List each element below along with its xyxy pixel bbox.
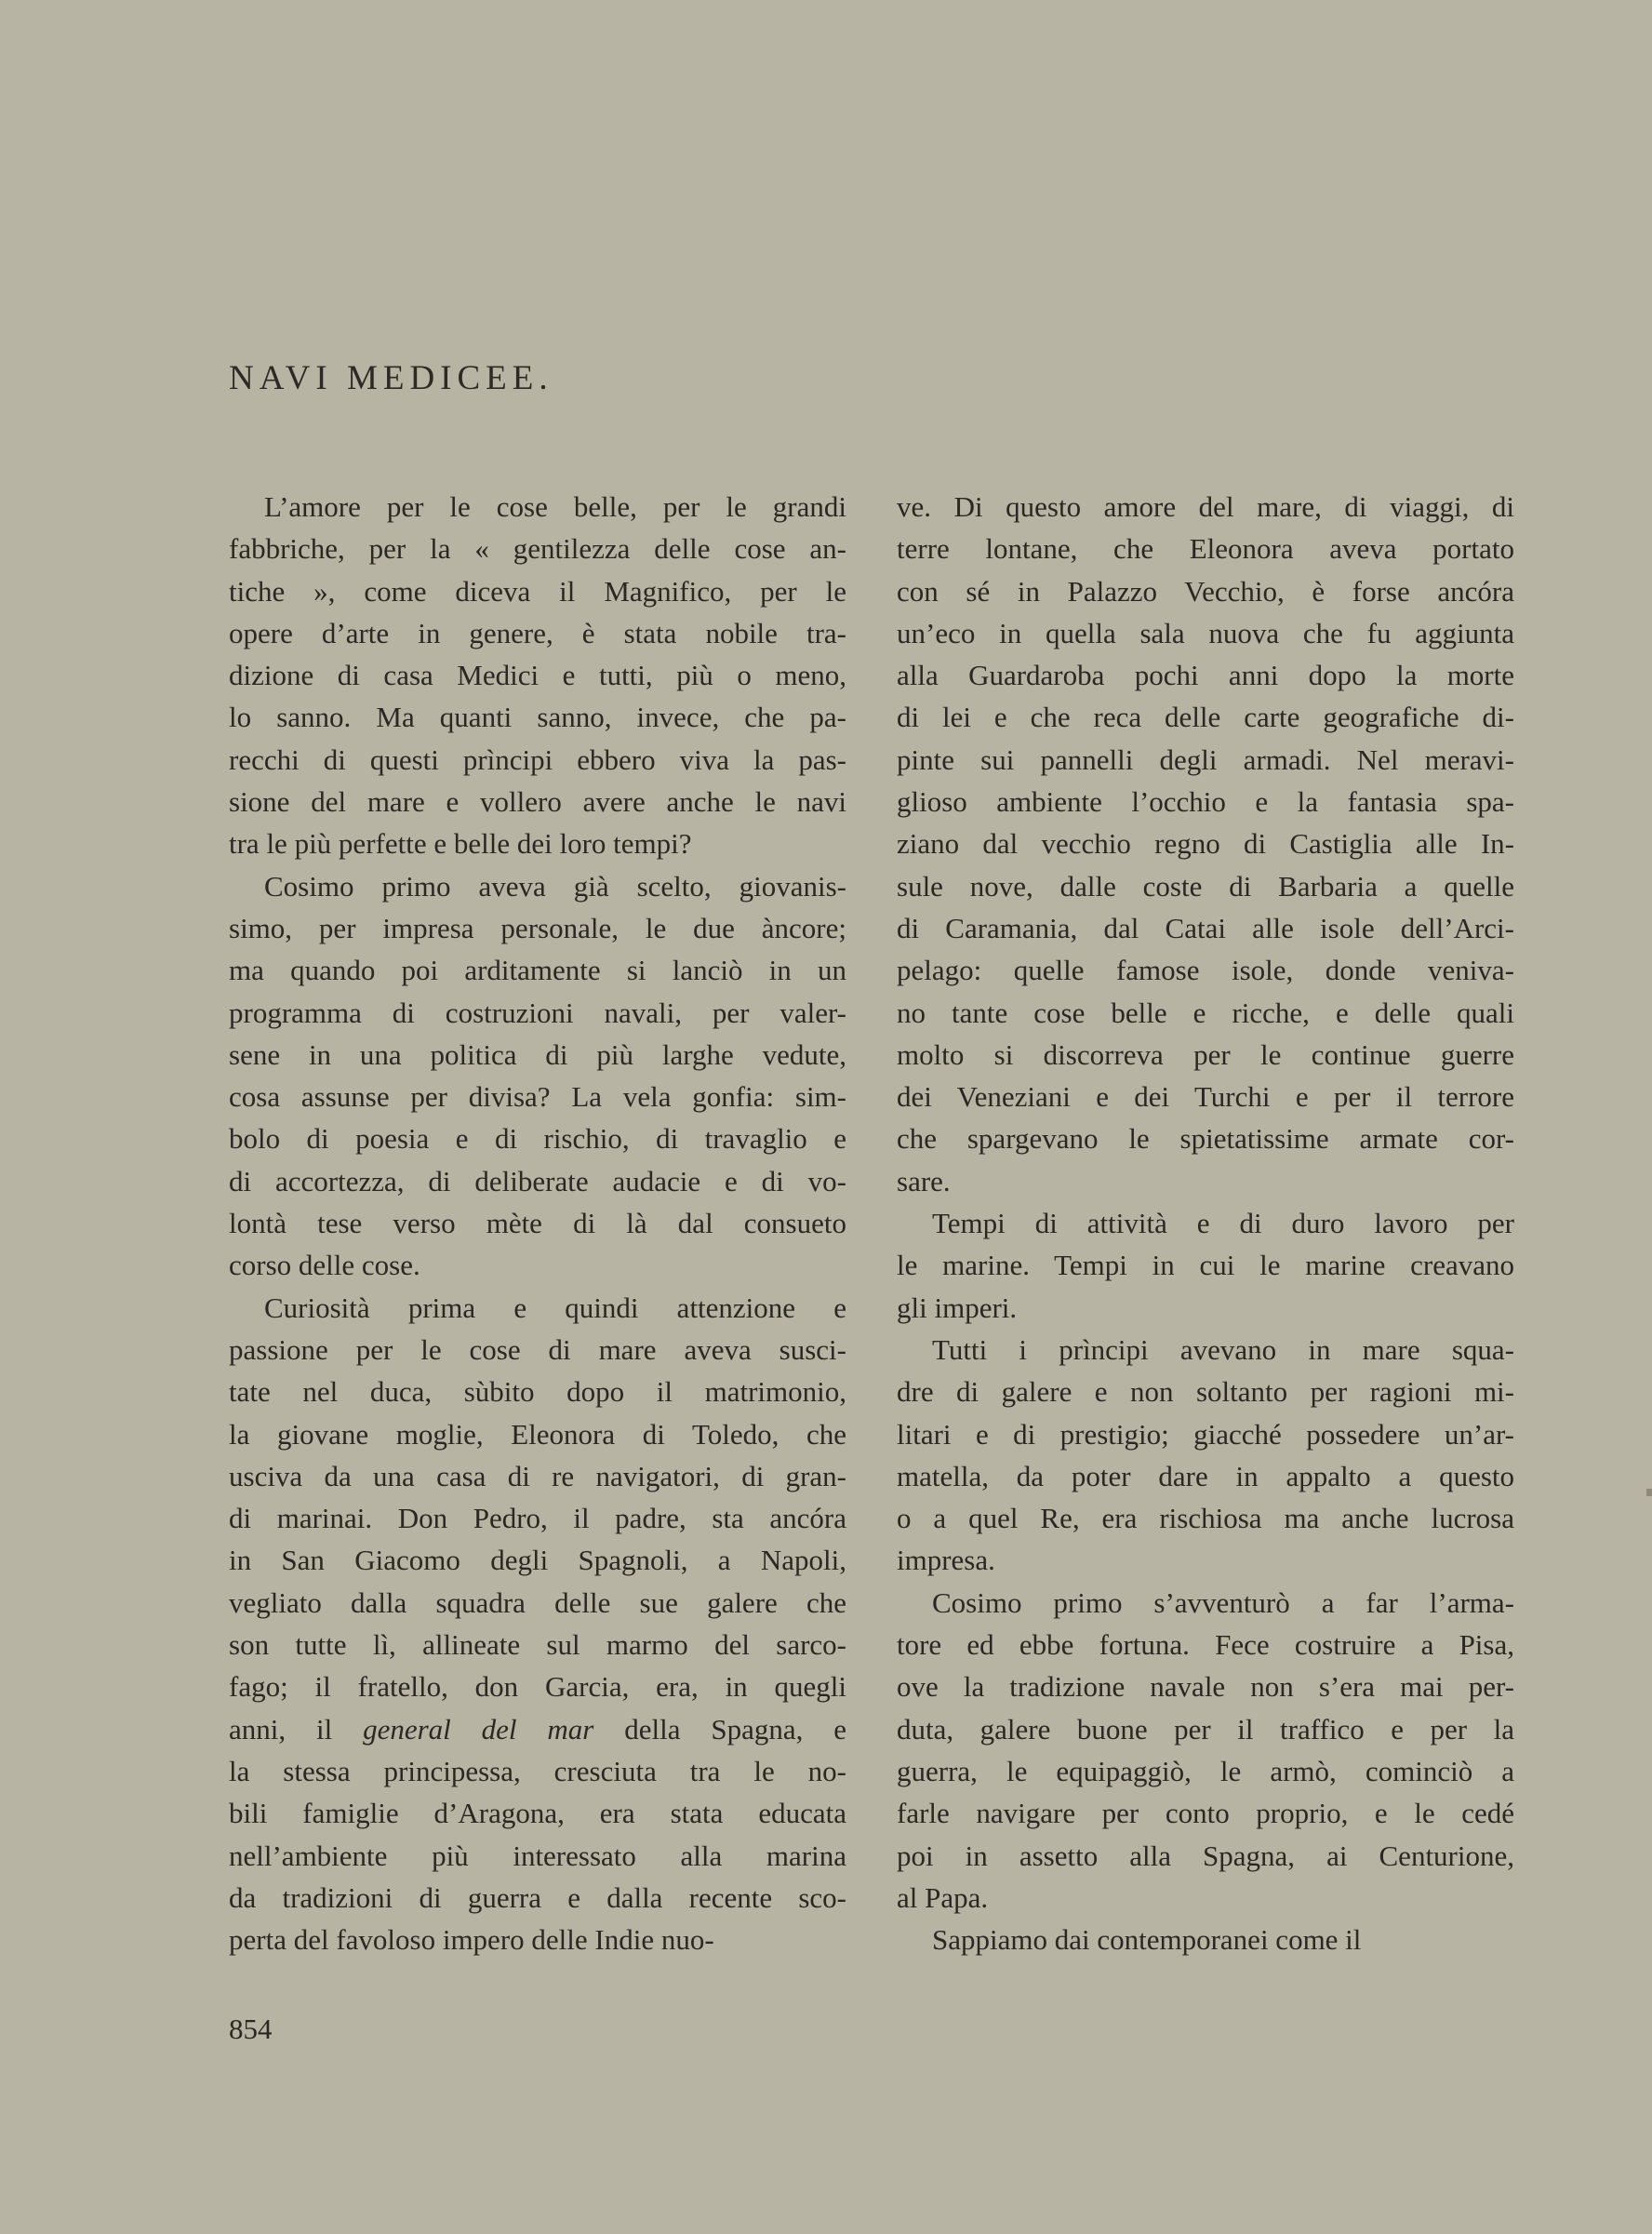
- text-line: terre lontane, che Eleonora aveva portato: [897, 532, 1514, 566]
- text-line: matella, da poter dare in appalto a questo: [897, 1459, 1514, 1492]
- text-line: simo, per impresa personale, le due àncore;: [229, 911, 846, 944]
- page-title: NAVI MEDICEE.: [229, 359, 553, 397]
- text-line: ove la tradizione navale non s’era mai per-: [897, 1670, 1514, 1704]
- text-line: impresa.: [897, 1544, 995, 1577]
- text-line: pinte sui pannelli degli armadi. Nel meravi-: [897, 742, 1514, 776]
- text-line: tiche », come diceva il Magnifico, per le: [229, 574, 846, 608]
- left-column: [229, 486, 846, 1960]
- text-line: Cosimo primo aveva già scelto, giovanis-: [264, 869, 846, 903]
- text-line: di Caramania, dal Catai alle isole dell’Arci-: [897, 911, 1514, 944]
- text-line: con sé in Palazzo Vecchio, è forse ancóra: [897, 574, 1514, 608]
- text-line: un’eco in quella sala nuova che fu aggiunta: [897, 616, 1514, 649]
- text-line: in San Giacomo degli Spagnoli, a Napoli,: [229, 1544, 846, 1577]
- text-line: tate nel duca, sùbito dopo il matrimonio,: [229, 1375, 846, 1409]
- text-line: Sappiamo dai contemporanei come il: [932, 1923, 1362, 1957]
- text-line: Cosimo primo s’avventurò a far l’arma-: [932, 1585, 1514, 1619]
- text-line: di marinai. Don Pedro, il padre, sta ancóra: [229, 1502, 846, 1535]
- text-line: le marine. Tempi in cui le marine creavano: [897, 1249, 1514, 1282]
- edge-mark: [1646, 1489, 1652, 1496]
- text-line: di lei e che reca delle carte geografiche di-: [897, 701, 1514, 734]
- text-line: lo sanno. Ma quanti sanno, invece, che pa-: [229, 701, 846, 734]
- text-line: al Papa.: [897, 1880, 989, 1914]
- text-line: sene in una politica di più larghe vedute,: [229, 1037, 846, 1071]
- text-line: recchi di questi prìncipi ebbero viva la pas-: [229, 742, 846, 776]
- page-number: 854: [229, 2013, 273, 2045]
- text-line: poi in assetto alla Spagna, ai Centurione,: [897, 1839, 1514, 1872]
- text-line: passione per le cose di mare aveva susci-: [229, 1332, 846, 1366]
- text-line: sule nove, dalle coste di Barbaria a quelle: [897, 869, 1514, 903]
- text-line: vegliato dalla squadra delle sue galere che: [229, 1585, 846, 1619]
- text-line: pelago: quelle famose isole, donde veniva-: [897, 954, 1514, 987]
- text-line: o a quel Re, era rischiosa ma anche lucrosa: [897, 1502, 1514, 1535]
- text-line: litari e di prestigio; giacché possedere un’ar-: [897, 1417, 1514, 1451]
- text-line: Curiosità prima e quindi attenzione e: [264, 1291, 846, 1324]
- text-line: programma di costruzioni navali, per valer-: [229, 996, 846, 1029]
- text-line: corso delle cose.: [229, 1249, 420, 1282]
- text-line: son tutte lì, allineate sul marmo del sarco-: [229, 1628, 846, 1662]
- text-line: dizione di casa Medici e tutti, più o meno,: [229, 659, 846, 692]
- text-line: bili famiglie d’Aragona, era stata educata: [229, 1797, 846, 1830]
- text-line: tra le più perfette e belle dei loro tempi?: [229, 827, 692, 861]
- text-line: perta del favoloso impero delle Indie nuo-: [229, 1923, 714, 1957]
- text-line: usciva da una casa di re navigatori, di gran-: [229, 1459, 846, 1492]
- text-line: gli imperi.: [897, 1291, 1018, 1324]
- text-line: Tutti i prìncipi avevano in mare squa-: [932, 1332, 1514, 1366]
- text-line: anni, il general del mar della Spagna, e: [229, 1712, 846, 1746]
- text-line: guerra, le equipaggiò, le armò, cominciò a: [897, 1754, 1514, 1787]
- text-line: L’amore per le cose belle, per le grandi: [264, 490, 846, 523]
- text-line: ve. Di questo amore del mare, di viaggi, di: [897, 490, 1514, 523]
- text-line: farle navigare per conto proprio, e le cedé: [897, 1797, 1514, 1830]
- text-line: nell’ambiente più interessato alla marina: [229, 1839, 846, 1872]
- text-line: alla Guardaroba pochi anni dopo la morte: [897, 659, 1514, 692]
- text-line: fabbriche, per la « gentilezza delle cose an-: [229, 532, 846, 566]
- text-line: Tempi di attività e di duro lavoro per: [932, 1207, 1514, 1240]
- text-line: dei Veneziani e dei Turchi e per il terrore: [897, 1080, 1514, 1114]
- text-line: da tradizioni di guerra e dalla recente sco-: [229, 1880, 846, 1914]
- text-line: glioso ambiente l’occhio e la fantasia spa-: [897, 785, 1514, 819]
- text-line: la giovane moglie, Eleonora di Toledo, che: [229, 1417, 846, 1451]
- text-line: ma quando poi arditamente si lanciò in un: [229, 954, 846, 987]
- text-line: bolo di poesia e di rischio, di travaglio e: [229, 1122, 846, 1156]
- text-line: dre di galere e non soltanto per ragioni mi-: [897, 1375, 1514, 1409]
- right-column: [897, 486, 1514, 1960]
- text-line: duta, galere buone per il traffico e per la: [897, 1712, 1514, 1746]
- text-line: tore ed ebbe fortuna. Fece costruire a Pisa,: [897, 1628, 1514, 1662]
- text-line: no tante cose belle e ricche, e delle quali: [897, 996, 1514, 1029]
- text-line: cosa assunse per divisa? La vela gonfia: sim-: [229, 1080, 846, 1114]
- text-line: fago; il fratello, don Garcia, era, in quegli: [229, 1670, 846, 1704]
- text-line: opere d’arte in genere, è stata nobile tra-: [229, 616, 846, 649]
- text-line: sione del mare e vollero avere anche le navi: [229, 785, 846, 819]
- text-line: che spargevano le spietatissime armate cor-: [897, 1122, 1514, 1156]
- text-line: lontà tese verso mète di là dal consueto: [229, 1207, 846, 1240]
- text-line: la stessa principessa, cresciuta tra le no-: [229, 1754, 846, 1787]
- text-line: ziano dal vecchio regno di Castiglia alle In-: [897, 827, 1514, 861]
- text-line: sare.: [897, 1164, 951, 1197]
- text-line: di accortezza, di deliberate audacie e di vo-: [229, 1164, 846, 1197]
- text-line: molto si discorreva per le continue guerre: [897, 1037, 1514, 1071]
